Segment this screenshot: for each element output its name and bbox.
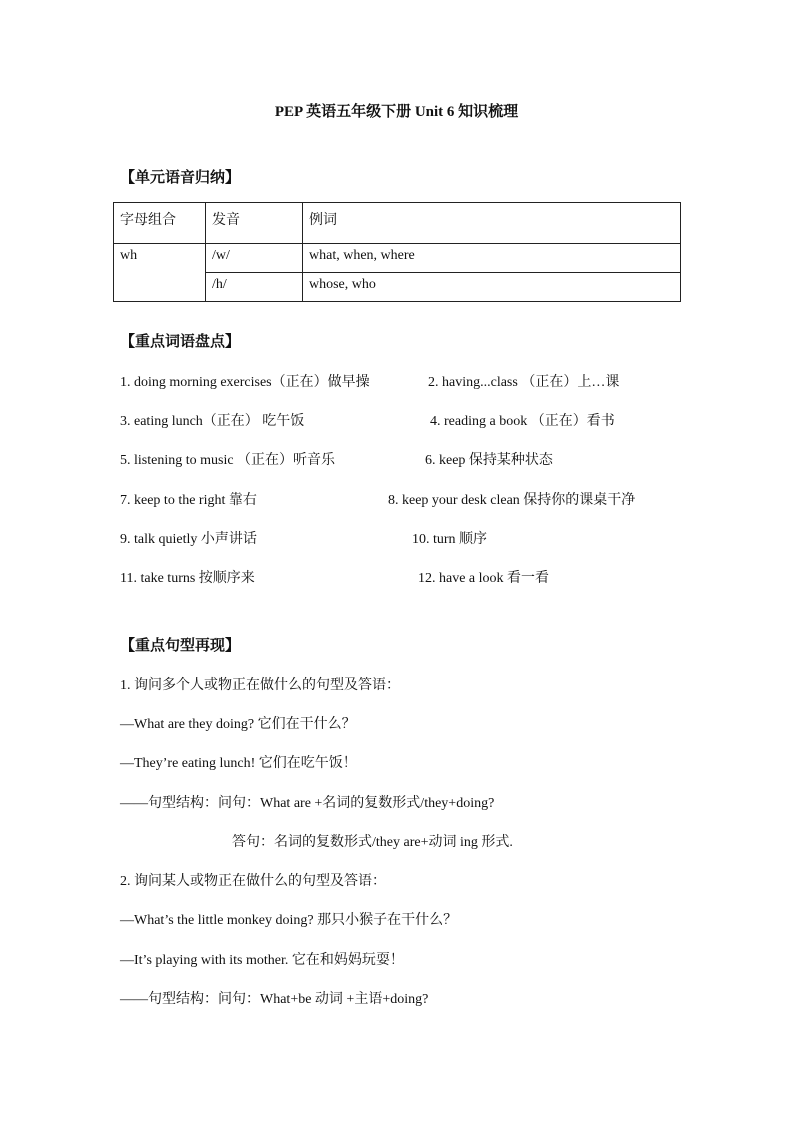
table-header-cell: 发音 [206, 203, 303, 244]
section-heading-phonics: 【单元语音归纳】 [120, 170, 241, 186]
sentence-line: —What’s the little monkey doing? 那只小猴子在干什么？ [120, 913, 458, 928]
section-heading-sentences: 【重点句型再现】 [120, 638, 241, 654]
table-cell-letter-group: wh [114, 244, 206, 302]
vocab-item: 6. keep 保持某种状态 [425, 453, 553, 468]
vocab-item: 7. keep to the right 靠右 [120, 493, 257, 508]
table-header-row [114, 203, 681, 244]
vocab-item: 12. have a look 看一看 [418, 571, 550, 586]
table-cell-examples: whose, who [303, 273, 681, 302]
vocab-item: 8. keep your desk clean 保持你的课桌干净 [388, 493, 636, 508]
table-header-cell: 字母组合 [114, 203, 206, 244]
sentence-line: ——句型结构：问句：What are +名词的复数形式/they+doing? [120, 796, 495, 811]
sentence-line: ——句型结构：问句：What+be 动词 +主语+doing? [120, 992, 429, 1007]
vocab-item: 1. doing morning exercises（正在）做早操 [120, 375, 370, 390]
phonics-table [113, 202, 681, 302]
table-row [114, 244, 681, 273]
sentence-line: 答句：名词的复数形式/they are+动词 ing 形式. [232, 835, 513, 850]
table-cell-sound: /w/ [206, 244, 303, 273]
page-title: PEP 英语五年级下册 Unit 6 知识梳理 [274, 104, 519, 120]
sentence-line: —They’re eating lunch! 它们在吃午饭！ [120, 756, 357, 771]
vocab-item: 5. listening to music （正在）听音乐 [120, 453, 336, 468]
vocab-item: 11. take turns 按顺序来 [120, 571, 255, 586]
section-heading-vocabulary: 【重点词语盘点】 [120, 334, 241, 350]
vocab-item: 4. reading a book （正在）看书 [430, 414, 615, 429]
vocab-item: 10. turn 顺序 [412, 532, 488, 547]
vocab-item: 3. eating lunch（正在） 吃午饭 [120, 414, 305, 429]
sentence-line: 2. 询问某人或物正在做什么的句型及答语： [120, 874, 386, 889]
sentence-line: —It’s playing with its mother. 它在和妈妈玩耍！ [120, 953, 404, 968]
table-cell-examples: what, when, where [303, 244, 681, 273]
sentence-line: 1. 询问多个人或物正在做什么的句型及答语： [120, 678, 400, 693]
table-header-cell: 例词 [303, 203, 681, 244]
table-cell-sound: /h/ [206, 273, 303, 302]
vocab-item: 2. having...class （正在）上…课 [428, 375, 620, 390]
sentence-line: —What are they doing? 它们在干什么？ [120, 717, 356, 732]
vocab-item: 9. talk quietly 小声讲话 [120, 532, 257, 547]
